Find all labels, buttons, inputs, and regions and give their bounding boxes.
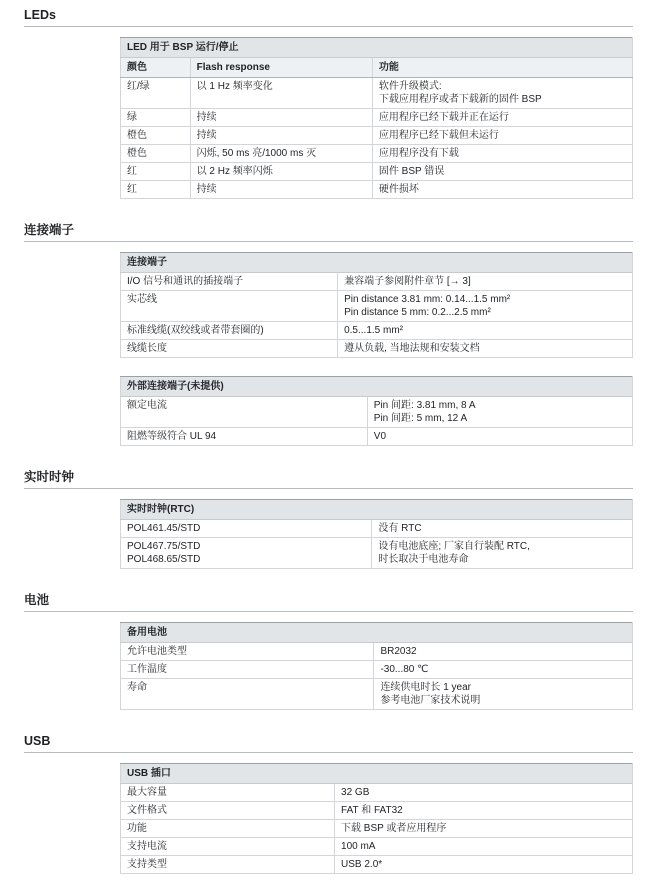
section-usb — [24, 734, 633, 874]
spec-value-cell — [335, 856, 633, 874]
spec-value-cell — [335, 802, 633, 820]
cell-line: 绿 — [127, 112, 137, 123]
cell-line: 以 1 Hz 频率变化 — [196, 81, 273, 92]
cell-line: 红/绿 — [127, 81, 150, 92]
section-divider — [24, 26, 633, 27]
table-row — [121, 820, 633, 838]
table-title: 备用电池 — [121, 623, 633, 643]
table-row — [121, 838, 633, 856]
cell-line: 标准线缆(双绞线或者带套圈的) — [127, 325, 264, 336]
table-row — [121, 291, 633, 322]
cell-line: 没有 RTC — [378, 523, 422, 534]
spec-table — [120, 622, 633, 710]
cell-line: BR2032 — [380, 646, 417, 657]
cell-line: 橙色 — [127, 148, 147, 159]
spec-name-cell — [121, 802, 335, 820]
spec-table — [120, 37, 633, 199]
spec-value-cell — [338, 322, 633, 340]
cell-line: 实芯线 — [127, 294, 157, 305]
spec-name-cell — [121, 679, 374, 710]
cell-line: 支持电流 — [127, 841, 167, 852]
spec-value-cell — [372, 78, 632, 109]
spec-value-cell — [190, 109, 372, 127]
table-row — [121, 856, 633, 874]
section-real-time-clock — [24, 470, 633, 569]
spec-table — [120, 376, 633, 446]
table-row — [121, 679, 633, 710]
spec-value-cell — [190, 78, 372, 109]
spec-value-cell — [372, 109, 632, 127]
table-row — [121, 784, 633, 802]
cell-line: 100 mA — [341, 841, 376, 852]
cell-line: 参考电池厂家技术说明 — [380, 695, 481, 706]
spec-value-cell — [367, 397, 632, 428]
table-group — [120, 252, 633, 446]
section-title: USB — [24, 734, 51, 748]
cell-line: V0 — [373, 431, 387, 442]
table-title-row — [121, 377, 633, 397]
cell-line: FAT 和 FAT32 — [341, 805, 403, 816]
spec-name-cell — [121, 340, 338, 358]
column-header-row — [121, 58, 633, 78]
cell-line: 线缆长度 — [127, 343, 167, 354]
spec-value-cell — [372, 538, 633, 569]
cell-line: 持续 — [196, 112, 217, 123]
spec-value-cell — [190, 163, 372, 181]
cell-line: 工作温度 — [127, 664, 167, 675]
section-divider — [24, 752, 633, 753]
cell-line: 允许电池类型 — [127, 646, 187, 657]
cell-line: 应用程序没有下载 — [378, 148, 459, 159]
cell-line: 32 GB — [341, 787, 370, 798]
table-group — [120, 37, 633, 199]
table-row — [121, 109, 633, 127]
cell-line: 应用程序已经下载并正在运行 — [378, 112, 509, 123]
table-title: LED 用于 BSP 运行/停止 — [121, 38, 633, 58]
section-title: 连接端子 — [24, 223, 75, 237]
cell-line: POL461.45/STD — [127, 523, 201, 534]
column-header: 颜色 — [121, 58, 191, 78]
cell-line: POL467.75/STD — [127, 541, 201, 552]
table-row — [121, 520, 633, 538]
spec-value-cell — [372, 163, 632, 181]
section-title: 电池 — [24, 593, 50, 607]
spec-name-cell — [121, 661, 374, 679]
cell-line: Pin 间距: 5 mm, 12 A — [373, 413, 468, 424]
table-group — [120, 499, 633, 569]
cell-line: 软件升级模式: — [378, 81, 442, 92]
cell-line: 以 2 Hz 频率闪烁 — [196, 166, 273, 177]
spec-name-cell — [121, 784, 335, 802]
table-title-row — [121, 623, 633, 643]
table-row — [121, 397, 633, 428]
spec-name-cell — [121, 109, 191, 127]
cell-line: 寿命 — [127, 682, 147, 693]
table-row — [121, 127, 633, 145]
table-group — [120, 763, 633, 874]
cell-line: 功能 — [127, 823, 147, 834]
spec-name-cell — [121, 127, 191, 145]
table-title-row — [121, 38, 633, 58]
spec-value-cell — [190, 145, 372, 163]
spec-value-cell — [338, 273, 633, 291]
cell-line: 最大容量 — [127, 787, 167, 798]
cell-line: Pin distance 3.81 mm: 0.14...1.5 mm² — [344, 294, 511, 305]
spec-value-cell — [190, 127, 372, 145]
spec-name-cell — [121, 520, 372, 538]
section-leds — [24, 8, 633, 199]
table-group — [120, 622, 633, 710]
spec-table — [120, 763, 633, 874]
spec-name-cell — [121, 856, 335, 874]
cell-line: 额定电流 — [127, 400, 167, 411]
spec-value-cell — [374, 661, 633, 679]
table-row — [121, 78, 633, 109]
cell-line: Pin 间距: 3.81 mm, 8 A — [373, 400, 476, 411]
table-title: 实时时钟(RTC) — [121, 500, 633, 520]
spec-name-cell — [121, 643, 374, 661]
cell-line: USB 2.0* — [341, 859, 383, 870]
section-title: 实时时钟 — [24, 470, 75, 484]
cell-line: 固件 BSP 错误 — [378, 166, 445, 177]
spec-value-cell — [338, 340, 633, 358]
column-header: 功能 — [372, 58, 632, 78]
table-title: 连接端子 — [121, 253, 633, 273]
table-row — [121, 163, 633, 181]
cell-line: 兼容端子参阅附件章节 [→ 3] — [344, 276, 471, 287]
cell-line: 时长取决于电池寿命 — [378, 554, 469, 565]
spec-name-cell — [121, 145, 191, 163]
spec-table — [120, 499, 633, 569]
spec-name-cell — [121, 820, 335, 838]
spec-name-cell — [121, 428, 368, 446]
section-divider — [24, 611, 633, 612]
spec-name-cell — [121, 397, 368, 428]
spec-value-cell — [335, 784, 633, 802]
spec-value-cell — [338, 291, 633, 322]
table-title-row — [121, 500, 633, 520]
spec-value-cell — [372, 181, 632, 199]
cell-line: 持续 — [196, 130, 217, 141]
cell-line: 橙色 — [127, 130, 147, 141]
cell-line: 硬件损坏 — [378, 184, 419, 195]
cell-line: -30...80 ℃ — [380, 664, 429, 675]
cell-line: Pin distance 5 mm: 0.2...2.5 mm² — [344, 307, 491, 318]
table-row — [121, 643, 633, 661]
spec-name-cell — [121, 838, 335, 856]
spec-name-cell — [121, 291, 338, 322]
cell-line: 支持类型 — [127, 859, 167, 870]
table-row — [121, 538, 633, 569]
table-row — [121, 273, 633, 291]
column-header: Flash response — [190, 58, 372, 78]
spec-value-cell — [372, 520, 633, 538]
table-row — [121, 145, 633, 163]
table-row — [121, 802, 633, 820]
spec-table — [120, 252, 633, 358]
table-title: 外部连接端子(未提供) — [121, 377, 633, 397]
table-row — [121, 181, 633, 199]
cell-line: 设有电池底座; 厂家自行装配 RTC, — [378, 541, 530, 552]
section-title: LEDs — [24, 8, 56, 22]
cell-line: I/O 信号和通讯的插接端子 — [127, 276, 244, 287]
spec-value-cell — [190, 181, 372, 199]
spec-name-cell — [121, 163, 191, 181]
spec-name-cell — [121, 322, 338, 340]
cell-line: 闪烁, 50 ms 亮/1000 ms 灭 — [196, 148, 317, 159]
cell-line: 连续供电时长 1 year — [380, 682, 472, 693]
spec-name-cell — [121, 78, 191, 109]
spec-name-cell — [121, 538, 372, 569]
spec-value-cell — [367, 428, 632, 446]
cell-line: 阻燃等级符合 UL 94 — [127, 431, 217, 442]
cell-line: 文件格式 — [127, 805, 167, 816]
spec-value-cell — [335, 820, 633, 838]
cell-line: 下载应用程序或者下载新的固件 BSP — [378, 94, 542, 105]
cell-line: 0.5...1.5 mm² — [344, 325, 403, 336]
cell-line: POL468.65/STD — [127, 554, 201, 565]
table-row — [121, 661, 633, 679]
cell-line: 红 — [127, 184, 137, 195]
table-row — [121, 428, 633, 446]
spec-value-cell — [374, 679, 633, 710]
section-connection-terminals — [24, 223, 633, 446]
spec-value-cell — [374, 643, 633, 661]
section-battery — [24, 593, 633, 710]
spec-name-cell — [121, 181, 191, 199]
spec-name-cell — [121, 273, 338, 291]
cell-line: 红 — [127, 166, 137, 177]
table-row — [121, 340, 633, 358]
cell-line: 持续 — [196, 184, 217, 195]
spec-value-cell — [335, 838, 633, 856]
table-title-row — [121, 764, 633, 784]
spec-value-cell — [372, 127, 632, 145]
cell-line: 下载 BSP 或者应用程序 — [341, 823, 447, 834]
cell-line: 应用程序已经下载但未运行 — [378, 130, 499, 141]
table-title-row — [121, 253, 633, 273]
spec-value-cell — [372, 145, 632, 163]
section-divider — [24, 241, 633, 242]
table-title: USB 插口 — [121, 764, 633, 784]
section-divider — [24, 488, 633, 489]
table-row — [121, 322, 633, 340]
cell-line: 遵从负载, 当地法规和安装文档 — [344, 343, 480, 354]
